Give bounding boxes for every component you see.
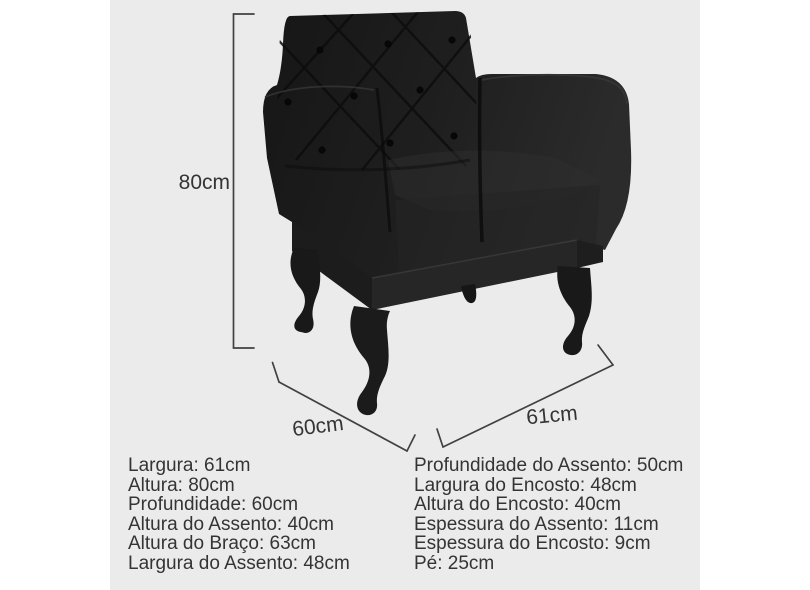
chair-leg-rear-left	[290, 248, 320, 333]
dimension-tick-width-left	[437, 429, 443, 447]
spec-altura-assento: Altura do Assento: 40cm	[128, 513, 334, 535]
dimension-tick-depth-left	[273, 363, 280, 383]
spec-altura: Altura: 80cm	[128, 474, 235, 496]
spec-espessura-assento: Espessura do Assento: 11cm	[414, 513, 659, 535]
spec-altura-braco: Altura do Braço: 63cm	[128, 533, 316, 554]
base-center-drop	[461, 284, 476, 303]
dimension-tick-depth-right	[407, 435, 415, 451]
spec-pe: Pé: 25cm	[414, 552, 495, 574]
spec-largura-assento: Largura do Assento: 48cm	[128, 552, 350, 574]
depth-dimension-label: 60cm	[291, 411, 345, 442]
spec-profundidade-assento: Profundidade do Assento: 50cm	[414, 455, 684, 476]
spec-espessura-encosto: Espessura do Encosto: 9cm	[414, 533, 651, 554]
spec-largura-encosto: Largura do Encosto: 48cm	[414, 474, 637, 496]
spec-profundidade: Profundidade: 60cm	[128, 494, 299, 515]
height-dimension-label: 80cm	[178, 171, 230, 194]
specs-list-left	[128, 456, 350, 573]
specs-list-right	[414, 456, 683, 573]
spec-largura: Largura: 61cm	[128, 455, 251, 476]
width-dimension-label: 61cm	[525, 401, 579, 430]
spec-altura-encosto: Altura do Encosto: 40cm	[414, 494, 621, 515]
chair-leg-front-right	[557, 266, 592, 355]
dimension-tick-width-right	[598, 345, 613, 365]
chair-leg-front-left	[350, 306, 390, 415]
